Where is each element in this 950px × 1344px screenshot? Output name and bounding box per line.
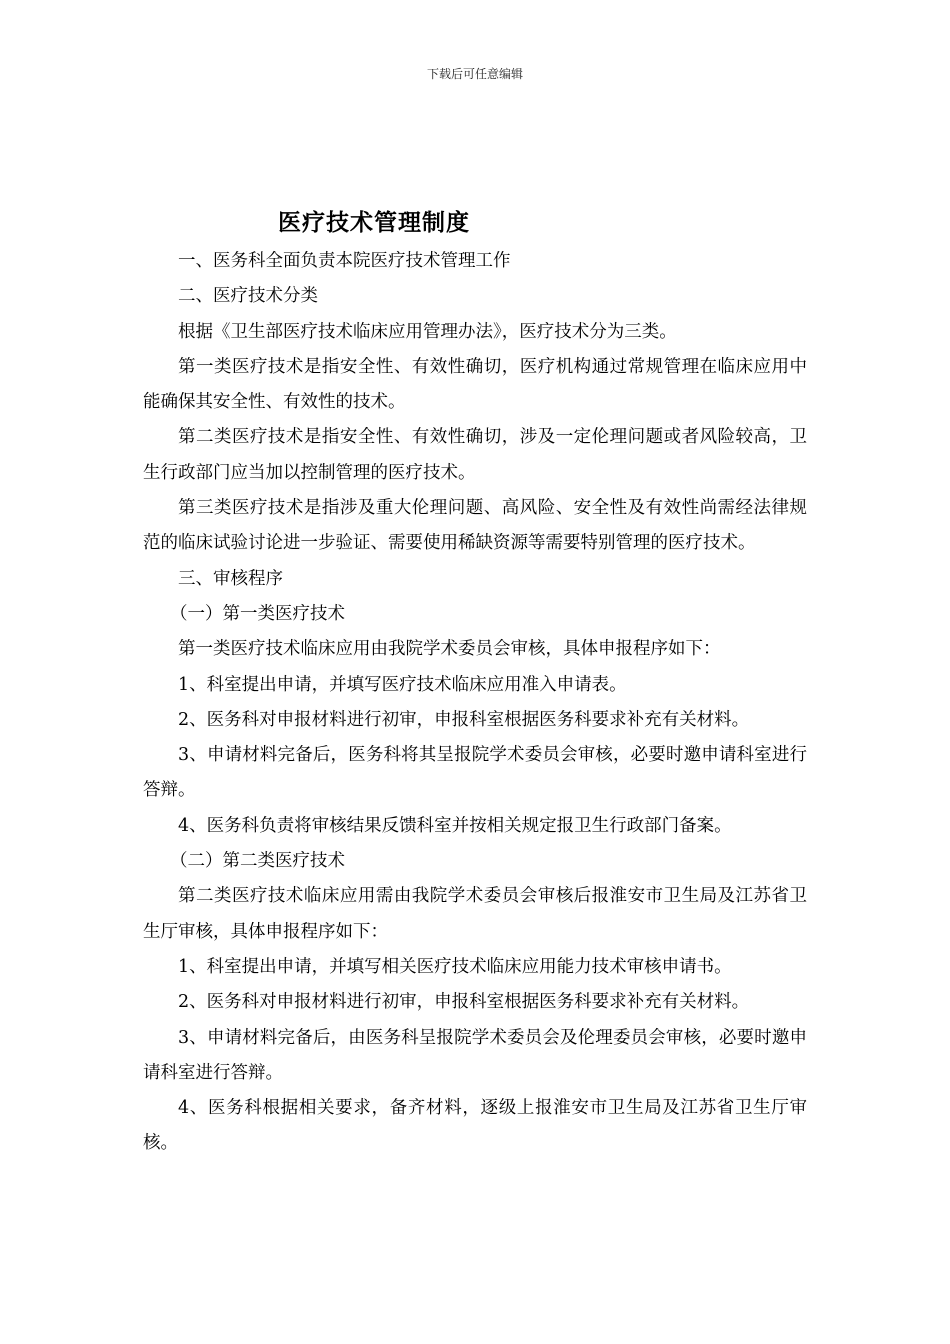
paragraph: （二）第二类医疗技术	[170, 851, 345, 872]
paragraph: 第二类医疗技术是指安全性、有效性确切，涉及一定伦理问题或者风险较高，卫生行政部门应当加以控制管理的医疗技术。	[143, 427, 807, 483]
paragraph: 2、医务科对申报材料进行初审，申报科室根据医务科要求补充有关材料。	[178, 709, 750, 730]
paragraph: 1、科室提出申请，并填写相关医疗技术临床应用能力技术审核申请书。	[178, 956, 732, 977]
paragraph: 4、医务科负责将审核结果反馈科室并按相关规定报卫生行政部门备案。	[178, 815, 732, 836]
paragraph: 二、医疗技术分类	[178, 286, 318, 307]
document-body	[143, 244, 807, 1162]
header-note: 下载后可任意编辑	[426, 67, 523, 81]
paragraph: 3、申请材料完备后，由医务科呈报院学术委员会及伦理委员会审核，必要时邀申请科室进行答辩。	[143, 1027, 807, 1083]
paragraph: 第二类医疗技术临床应用需由我院学术委员会审核后报淮安市卫生局及江苏省卫生厅审核，具体申报程序如下：	[143, 886, 807, 942]
paragraph: 1、科室提出申请，并填写医疗技术临床应用准入申请表。	[178, 674, 627, 695]
paragraph: （一）第一类医疗技术	[170, 603, 345, 624]
paragraph: 3、申请材料完备后，医务科将其呈报院学术委员会审核，必要时邀申请科室进行答辩。	[143, 745, 807, 801]
paragraph: 一、医务科全面负责本院医疗技术管理工作	[178, 251, 511, 271]
paragraph: 第三类医疗技术是指涉及重大伦理问题、高风险、安全性及有效性尚需经法律规范的临床试验讨论进一步验证、需要使用稀缺资源等需要特别管理的医疗技术。	[143, 498, 807, 554]
paragraph: 4、医务科根据相关要求，备齐材料，逐级上报淮安市卫生局及江苏省卫生厅审核。	[143, 1098, 807, 1154]
document-title: 医疗技术管理制度	[278, 209, 470, 236]
paragraph: 三、审核程序	[178, 568, 283, 589]
paragraph: 根据《卫生部医疗技术临床应用管理办法》，医疗技术分为三类。	[178, 321, 677, 342]
paragraph: 第一类医疗技术是指安全性、有效性确切，医疗机构通过常规管理在临床应用中能确保其安全性、有效性的技术。	[143, 356, 807, 413]
paragraph: 2、医务科对申报材料进行初审，申报科室根据医务科要求补充有关材料。	[178, 992, 750, 1013]
paragraph: 第一类医疗技术临床应用由我院学术委员会审核，具体申报程序如下：	[178, 639, 721, 660]
